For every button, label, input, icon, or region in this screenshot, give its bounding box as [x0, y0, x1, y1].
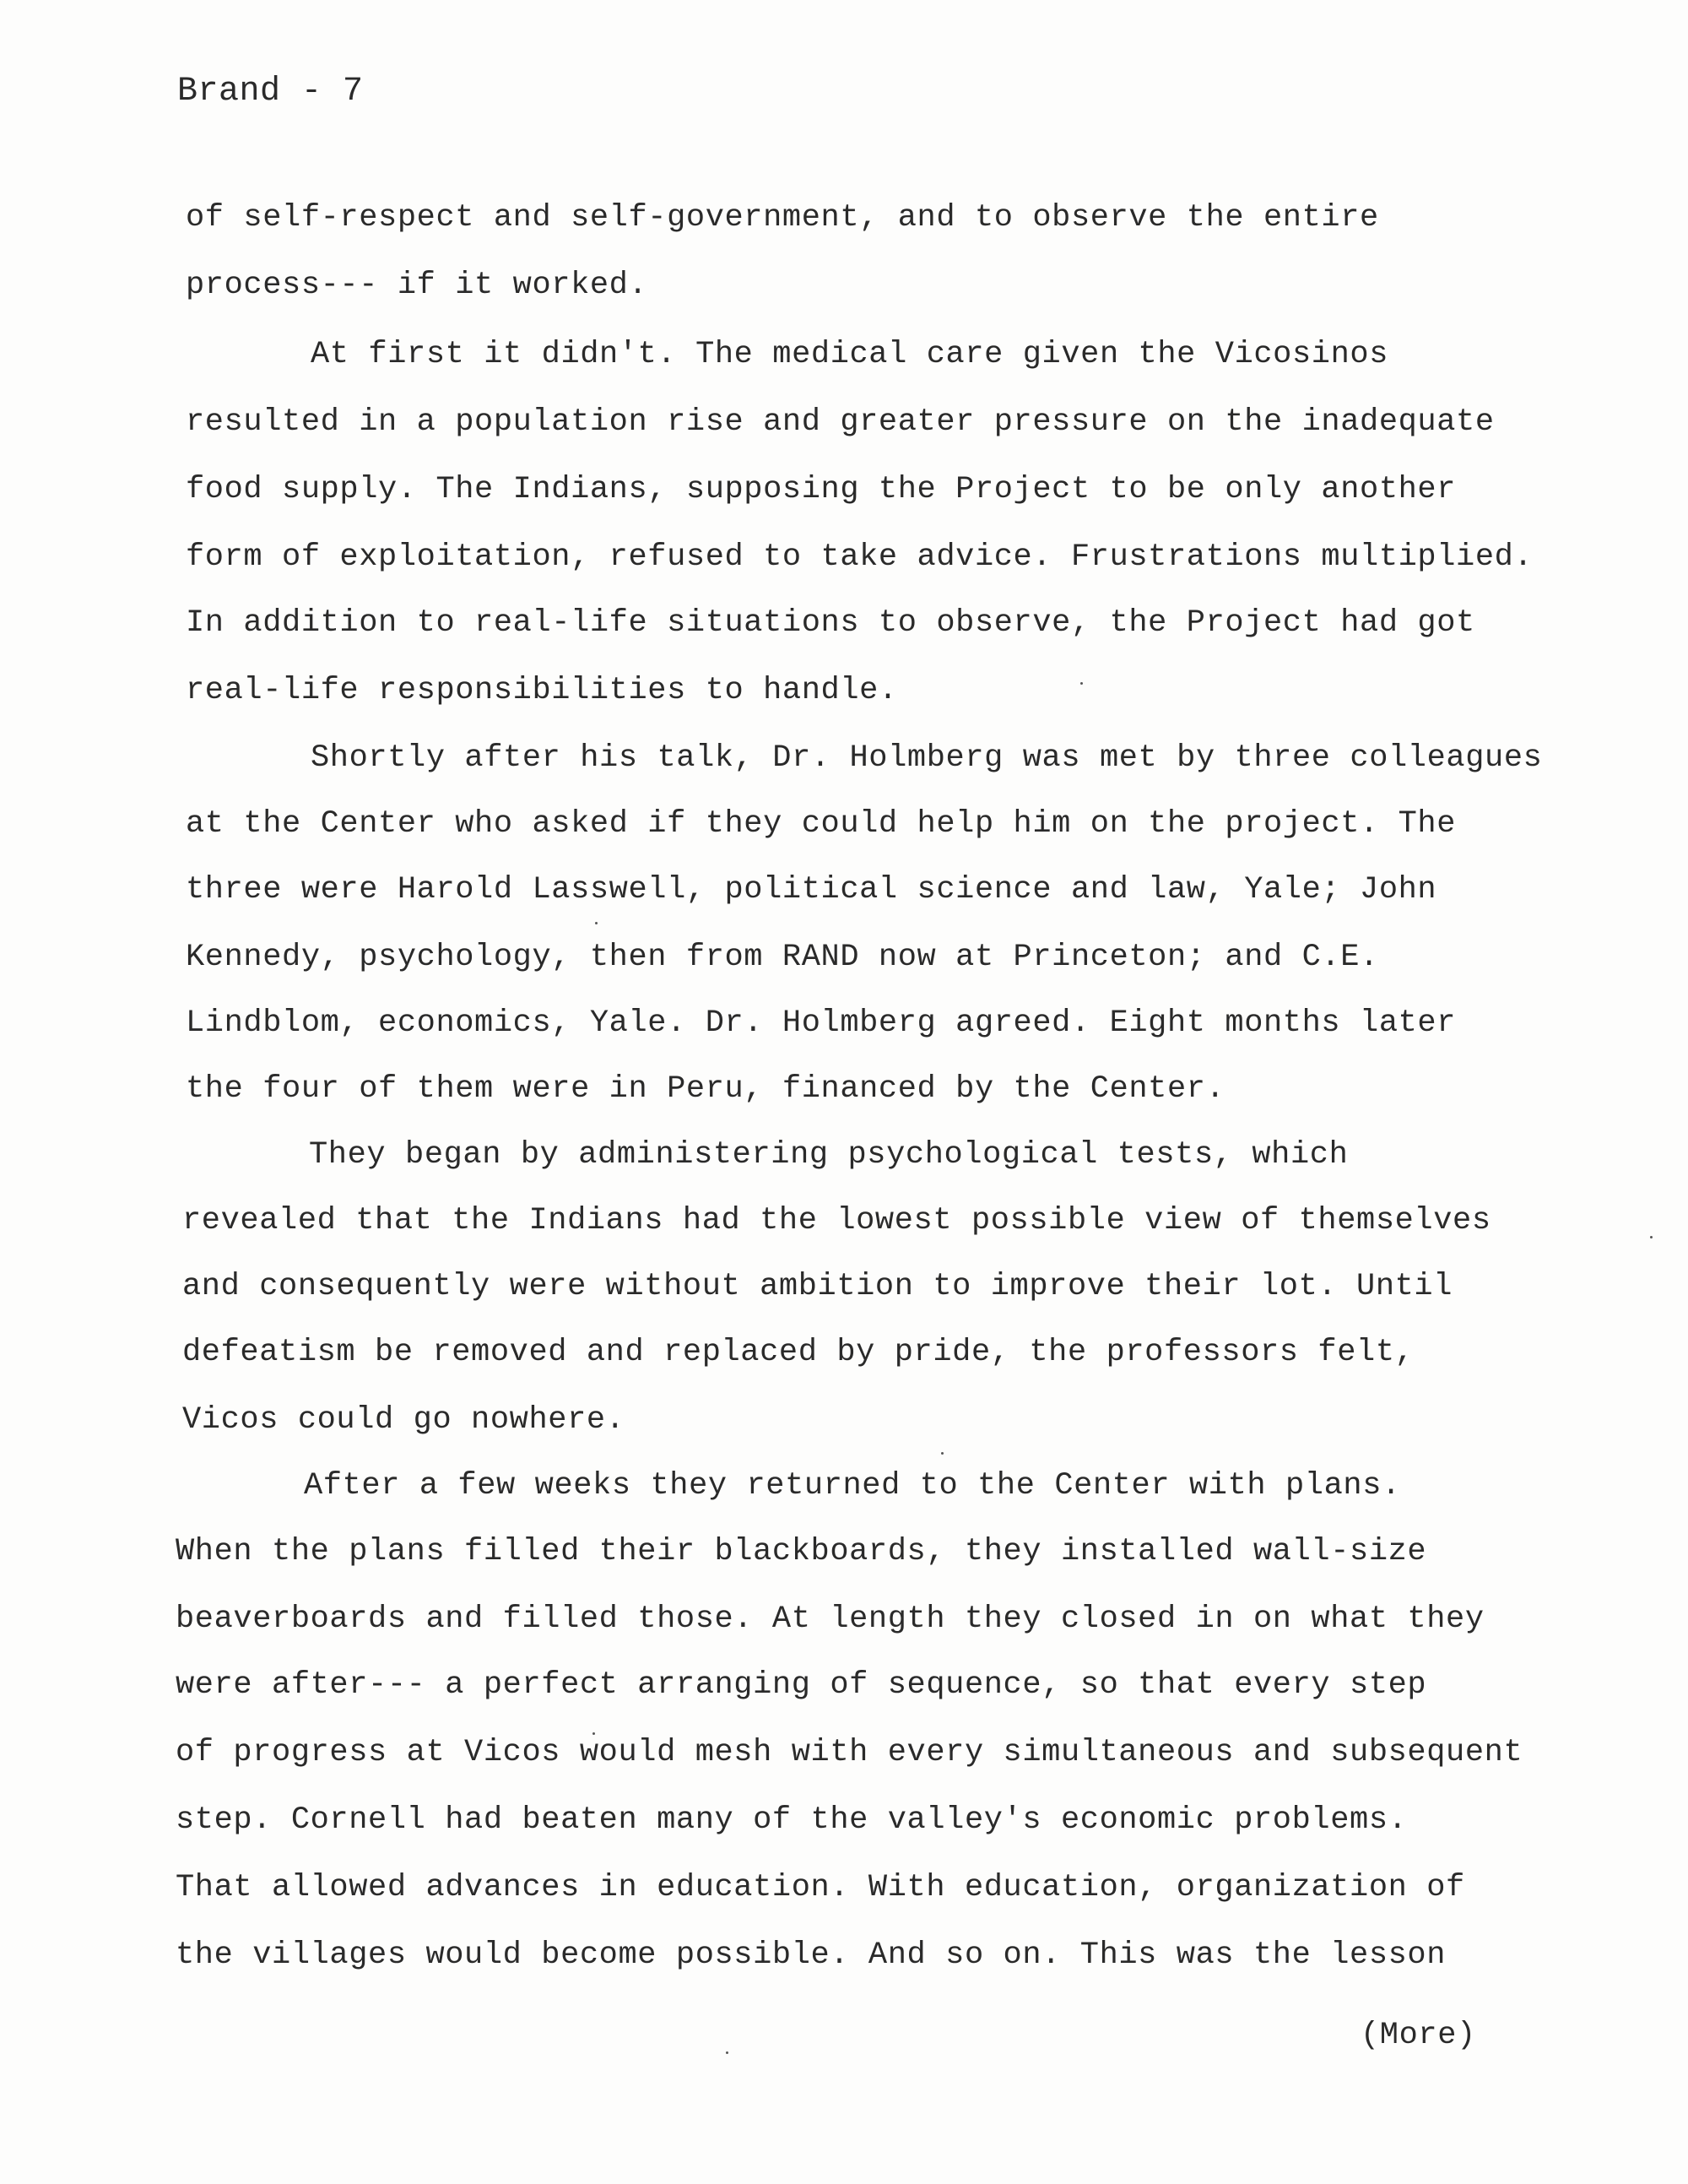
body-line: and consequently were without ambition to improve their lot. Until: [182, 1269, 1453, 1304]
body-line: were after--- a perfect arranging of sequence, so that every step: [176, 1667, 1427, 1703]
body-line: At first it didn't. The medical care given the Vicosinos: [311, 337, 1389, 372]
scan-speck: [1650, 1236, 1653, 1238]
body-line: After a few weeks they returned to the Center with plans.: [304, 1468, 1401, 1504]
body-line: food supply. The Indians, supposing the Project to be only another: [186, 472, 1457, 507]
body-line: of progress at Vicos would mesh with every simultaneous and subsequent: [176, 1735, 1523, 1770]
body-line: Lindblom, economics, Yale. Dr. Holmberg agreed. Eight months later: [186, 1005, 1457, 1041]
body-line: step. Cornell had beaten many of the valley's economic problems.: [176, 1802, 1408, 1838]
body-line: Vicos could go nowhere.: [182, 1402, 625, 1438]
scan-speck: [592, 1732, 595, 1735]
body-line: real-life responsibilities to handle.: [186, 673, 898, 708]
body-line: They began by administering psychological tests, which: [309, 1137, 1349, 1173]
body-line: Shortly after his talk, Dr. Holmberg was met by three colleagues: [311, 740, 1543, 776]
body-line: at the Center who asked if they could help him on the project. The: [186, 806, 1457, 842]
body-line: the four of them were in Peru, financed by the Center.: [186, 1071, 1225, 1107]
scan-speck: [726, 2051, 728, 2054]
body-line: form of exploitation, refused to take advice. Frustrations multiplied.: [186, 539, 1534, 575]
body-line: That allowed advances in education. With education, organization of: [176, 1870, 1465, 1905]
body-line: of self-respect and self-government, and to observe the entire: [186, 200, 1379, 236]
page-header: Brand - 7: [177, 73, 364, 111]
scan-speck: [941, 1452, 944, 1455]
continuation-marker: (More): [1361, 2018, 1476, 2053]
body-line: three were Harold Lasswell, political science and law, Yale; John: [186, 872, 1437, 908]
body-line: resulted in a population rise and greater pressure on the inadequate: [186, 404, 1495, 440]
body-line: revealed that the Indians had the lowest possible view of themselves: [182, 1203, 1491, 1238]
scan-speck: [1080, 682, 1083, 685]
body-line: process--- if it worked.: [186, 268, 648, 303]
scan-speck: [595, 922, 598, 924]
body-line: When the plans filled their blackboards, they installed wall-size: [176, 1534, 1427, 1569]
body-line: defeatism be removed and replaced by pride, the professors felt,: [182, 1335, 1415, 1370]
body-line: Kennedy, psychology, then from RAND now at Princeton; and C.E.: [186, 940, 1379, 975]
body-line: beaverboards and filled those. At length they closed in on what they: [176, 1601, 1485, 1637]
body-line: the villages would become possible. And so on. This was the lesson: [176, 1937, 1447, 1973]
body-line: In addition to real-life situations to observe, the Project had got: [186, 605, 1475, 641]
